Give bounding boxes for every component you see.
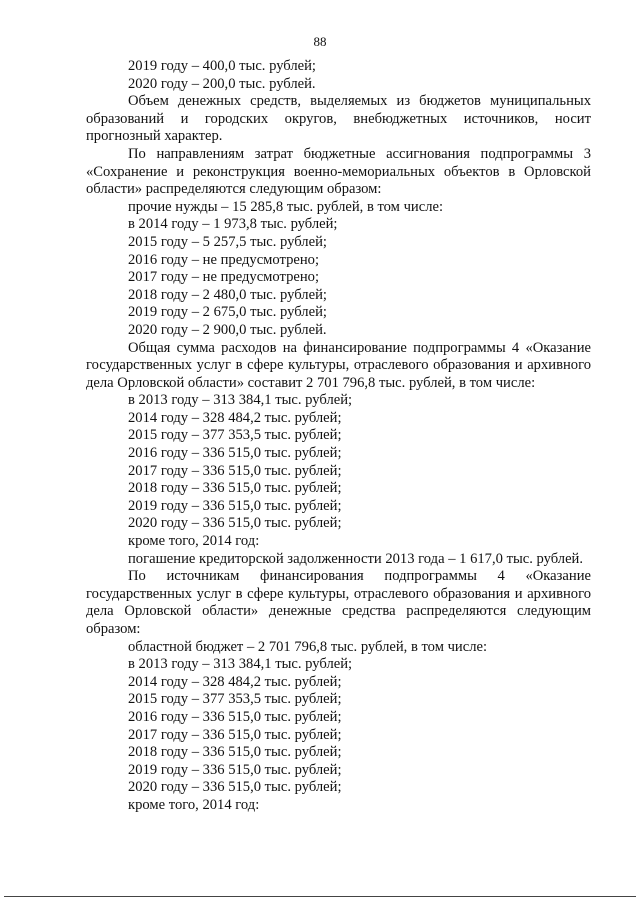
text-line: 2015 году – 5 257,5 тыс. рублей; <box>128 233 327 250</box>
paragraph: По источникам финансирования подпрограммы 4 «Оказание государственных услуг в сфере культуры, отраслевого образования и архивного дела Орловской области» денежные средства распределяются следующим образом: <box>86 568 591 637</box>
text-line: 2016 году – не предусмотрено; <box>128 251 320 268</box>
text-line: 2020 году – 2 900,0 тыс. рублей. <box>128 321 327 338</box>
paragraph: Объем денежных средств, выделяемых из бюджетов муниципальных образований и городских округов, внебюджетных источников, носит прогнозный характер. <box>86 93 591 145</box>
text-line: в 2013 году – 313 384,1 тыс. рублей; <box>128 656 353 673</box>
footer-divider <box>4 896 636 897</box>
paragraph: погашение кредиторской задолженности 2013 года – 1 617,0 тыс. рублей. <box>128 550 584 567</box>
text-line: 2019 году – 336 515,0 тыс. рублей; <box>128 497 342 514</box>
text-line: в 2014 году – 1 973,8 тыс. рублей; <box>128 216 338 233</box>
text-line: кроме того, 2014 год: <box>128 533 260 550</box>
text-line: 2017 году – 336 515,0 тыс. рублей; <box>128 462 342 479</box>
text-line: 2015 году – 377 353,5 тыс. рублей; <box>128 427 342 444</box>
text-line: 2020 году – 336 515,0 тыс. рублей; <box>128 515 342 532</box>
text-line: 2019 году – 2 675,0 тыс. рублей; <box>128 304 327 321</box>
text-line: кроме того, 2014 год: <box>128 796 260 813</box>
text-line: 2015 году – 377 353,5 тыс. рублей; <box>128 691 342 708</box>
text-line: 2014 году – 328 484,2 тыс. рублей; <box>128 409 342 426</box>
text-line: 2014 году – 328 484,2 тыс. рублей; <box>128 673 342 690</box>
text-line: 2019 году – 400,0 тыс. рублей; <box>128 58 316 74</box>
text-line: 2016 году – 336 515,0 тыс. рублей; <box>128 445 342 462</box>
document-body <box>86 58 591 815</box>
text-line: 2020 году – 336 515,0 тыс. рублей; <box>128 779 342 796</box>
text-line: 2018 году – 336 515,0 тыс. рублей; <box>128 744 342 761</box>
text-line: областной бюджет – 2 701 796,8 тыс. рублей, в том числе: <box>128 638 488 655</box>
paragraph: По направлениям затрат бюджетные ассигнования подпрограммы 3 «Сохранение и реконструкция военно-мемориальных объектов в Орловской области» распределяются следующим образом: <box>86 145 591 198</box>
text-line: 2018 году – 2 480,0 тыс. рублей; <box>128 286 327 303</box>
text-line: 2018 году – 336 515,0 тыс. рублей; <box>128 480 342 497</box>
page-number: 88 <box>313 34 327 49</box>
text-line: 2017 году – 336 515,0 тыс. рублей; <box>128 726 342 743</box>
text-line: 2016 году – 336 515,0 тыс. рублей; <box>128 708 342 725</box>
text-line: прочие нужды – 15 285,8 тыс. рублей, в том числе: <box>128 198 444 215</box>
text-line: 2017 году – не предусмотрено; <box>128 269 320 286</box>
text-line: 2019 году – 336 515,0 тыс. рублей; <box>128 761 342 778</box>
paragraph: Общая сумма расходов на финансирование подпрограммы 4 «Оказание государственных услуг в сфере культуры, отраслевого образования и архивного дела Орловской области» составит 2 701 796,8 тыс. рублей, в том числе: <box>86 339 591 391</box>
text-line: 2020 году – 200,0 тыс. рублей. <box>128 75 316 92</box>
text-line: в 2013 году – 313 384,1 тыс. рублей; <box>128 392 353 409</box>
